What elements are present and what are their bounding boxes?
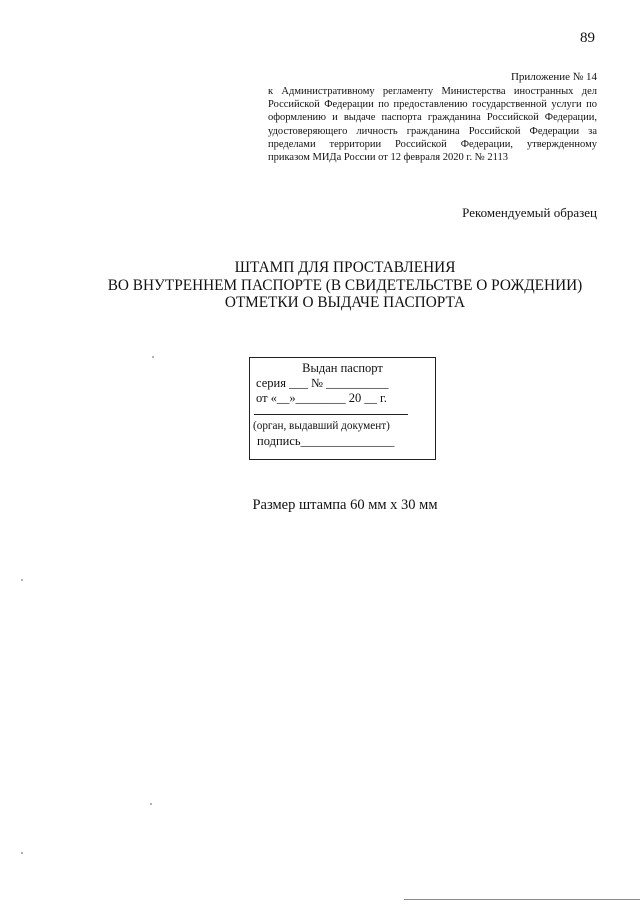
stamp-date-line: от «__»________ 20 __ г.	[256, 391, 387, 405]
heading-line: ВО ВНУТРЕННЕМ ПАСПОРТЕ (В СВИДЕТЕЛЬСТВЕ О РОЖДЕНИИ)	[107, 276, 583, 294]
stamp-issuer-caption: (орган, выдавший документ)	[253, 420, 390, 432]
stamp-sample-box	[249, 357, 436, 460]
heading-line: ШТАМП ДЛЯ ПРОСТАВЛЕНИЯ	[234, 259, 456, 276]
scan-edge-line	[404, 899, 640, 900]
appendix-line: удостоверяющего личность гражданина Российской Федерации за	[268, 125, 597, 137]
stamp-issuer-blank-line	[254, 414, 408, 415]
sample-label: Рекомендуемый образец	[462, 205, 597, 220]
page-number: 89	[580, 30, 595, 46]
stamp-size-note: Размер штампа 60 мм х 30 мм	[252, 497, 438, 513]
appendix-line: Российской Федерации по предоставлению государственной услуги по	[268, 99, 597, 111]
document-heading	[100, 259, 590, 312]
appendix-line: оформлению и выдаче паспорта гражданина Российской Федерации,	[268, 112, 597, 124]
stamp-signature-line: подпись_______________	[257, 434, 395, 448]
heading-line: ОТМЕТКИ О ВЫДАЧЕ ПАСПОРТА	[224, 294, 466, 311]
appendix-reference-text	[268, 85, 597, 164]
stamp-series-number-line: серия ___ № __________	[256, 376, 389, 390]
scan-speck	[152, 356, 154, 358]
appendix-line: пределами территории Российской Федерации, утвержденному	[268, 138, 597, 150]
stamp-title: Выдан паспорт	[302, 361, 383, 375]
scan-speck	[150, 803, 152, 805]
scan-speck	[21, 579, 23, 581]
appendix-title: Приложение № 14	[510, 71, 597, 83]
appendix-line: к Административному регламенту Министерства иностранных дел	[268, 86, 597, 97]
appendix-line: приказом МИДа России от 12 февраля 2020 г. № 2113	[268, 152, 508, 164]
scan-speck	[21, 852, 23, 854]
